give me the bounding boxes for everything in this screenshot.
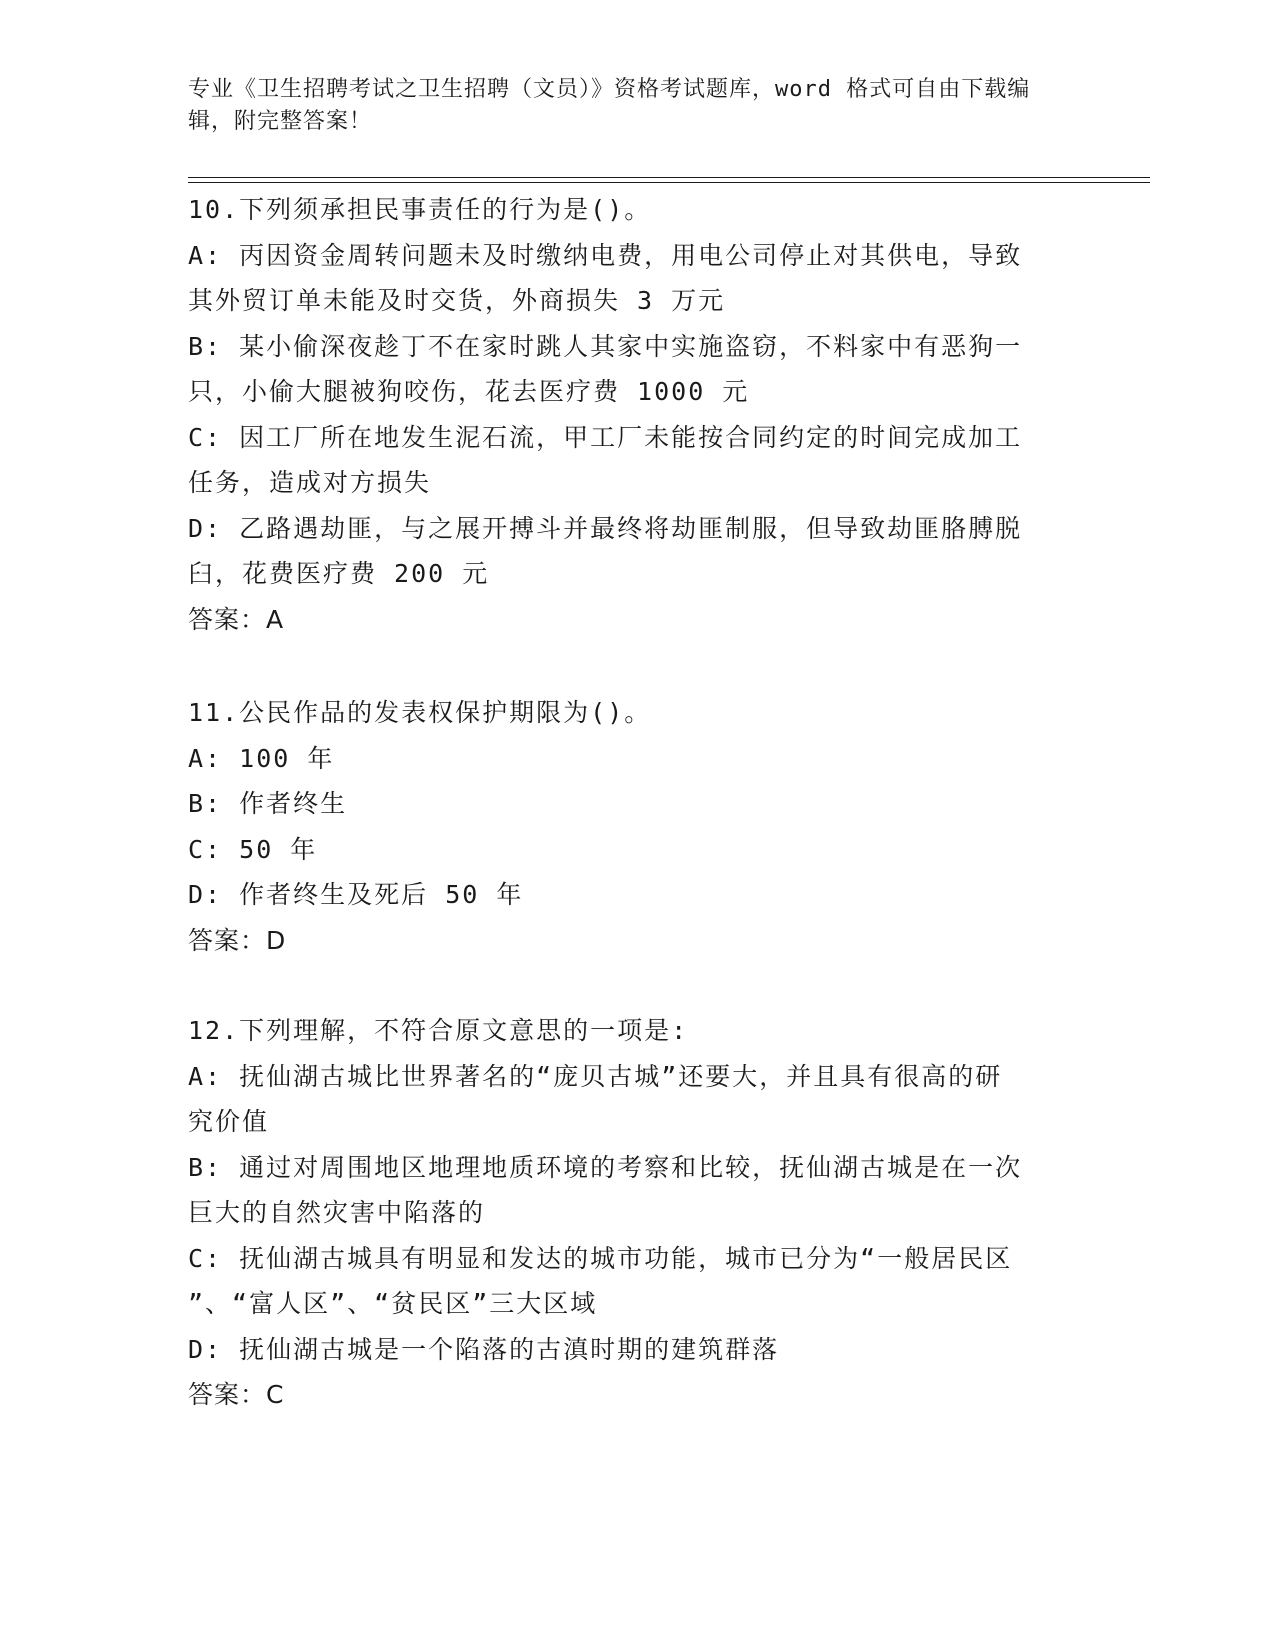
question-stem: 10.下列须承担民事责任的行为是()。	[188, 195, 652, 224]
option-b: B: 作者终生	[188, 789, 348, 818]
option-a: A: 丙因资金周转问题未及时缴纳电费，用电公司停止对其供电，导致	[188, 240, 1023, 270]
option-a-continued: 究价值	[188, 1107, 270, 1136]
answer-line: 答案：C	[188, 1380, 285, 1409]
question-stem: 12.下列理解，不符合原文意思的一项是:	[188, 1016, 689, 1045]
option-d: D: 抚仙湖古城是一个陷落的古滇时期的建筑群落	[188, 1334, 780, 1364]
option-c: C: 因工厂所在地发生泥石流，甲工厂未能按合同约定的时间完成加工	[188, 422, 1023, 452]
option-a-continued: 其外贸订单未能及时交货，外商损失 3 万元	[188, 286, 726, 315]
option-d: D: 作者终生及死后 50 年	[188, 880, 524, 909]
option-b: B: 通过对周围地区地理地质环境的考察和比较，抚仙湖古城是在一次	[188, 1152, 1023, 1182]
answer-line: 答案：D	[188, 925, 287, 955]
question-11	[188, 690, 1088, 963]
option-c: C: 抚仙湖古城具有明显和发达的城市功能，城市已分为“一般居民区	[188, 1243, 1013, 1273]
option-d: D: 乙路遇劫匪，与之展开搏斗并最终将劫匪制服，但导致劫匪胳膊脱	[188, 513, 1023, 543]
option-b-continued: 只，小偷大腿被狗咬伤，花去医疗费 1000 元	[188, 377, 750, 406]
question-10	[188, 187, 1088, 642]
option-d-continued: 臼，花费医疗费 200 元	[188, 559, 490, 588]
option-c-continued: ”、“富人区”、“贫民区”三大区域	[188, 1289, 598, 1318]
option-c: C: 50 年	[188, 834, 318, 864]
header-divider-top	[188, 177, 1150, 178]
document-header: 专业《卫生招聘考试之卫生招聘（文员）》资格考试题库，word 格式可自由下载编辑，附完整答案！	[188, 77, 1031, 134]
question-12	[188, 1008, 1088, 1418]
header-divider-bottom	[188, 182, 1150, 183]
option-b-continued: 巨大的自然灾害中陷落的	[188, 1198, 486, 1227]
option-b: B: 某小偷深夜趁丁不在家时跳人其家中实施盗窃，不料家中有恶狗一	[188, 331, 1023, 361]
option-a: A: 抚仙湖古城比世界著名的“庞贝古城”还要大，并且具有很高的研	[188, 1061, 1003, 1091]
question-stem: 11.公民作品的发表权保护期限为()。	[188, 698, 652, 727]
option-a: A: 100 年	[188, 743, 335, 773]
answer-line: 答案：A	[188, 604, 285, 634]
option-c-continued: 任务，造成对方损失	[188, 468, 432, 497]
